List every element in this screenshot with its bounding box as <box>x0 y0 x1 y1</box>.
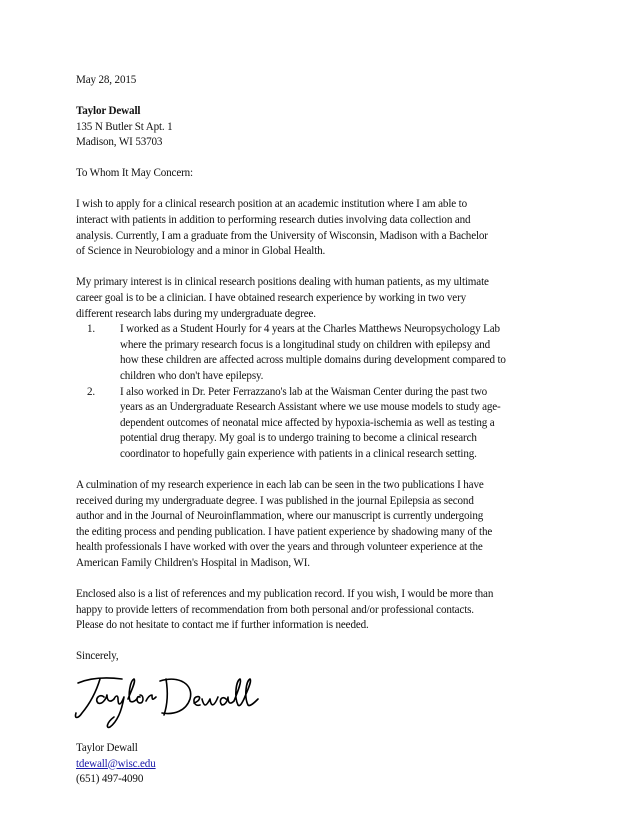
intro-line: I wish to apply for a clinical research position at an academic institution where I am able to <box>76 198 467 211</box>
culmination-line: author and in the Journal of Neuroinflammation, where our manuscript is currently undergoing <box>76 510 484 523</box>
sender-address-line1: 135 N Butler St Apt. 1 <box>76 120 173 133</box>
culmination-line: health professionals I have worked with over the years and through volunteer experience at the <box>76 541 483 554</box>
list-item-line: years as an Undergraduate Research Assistant where we use mouse models to study age- <box>120 401 501 414</box>
signature-drawing <box>70 669 270 733</box>
enclosed-line: Please do not hesitate to contact me if further information is needed. <box>76 619 369 632</box>
intro-line: of Science in Neurobiology and a minor in Global Health. <box>76 245 326 258</box>
list-item-line: dependent outcomes of neonatal mice affected by hypoxia-ischemia as well as testing a <box>120 416 495 429</box>
list-item-line: coordinator to hopefully gain experience with patients in a clinical research setting. <box>120 447 477 460</box>
handwritten-signature <box>76 669 576 733</box>
closing: Sincerely, <box>76 650 119 663</box>
culmination-line: the editing process and pending publication. I have patient experience by shadowing many of the <box>76 525 493 538</box>
intro-paragraph <box>76 197 576 259</box>
list-item <box>87 385 576 463</box>
list-item-line: where the primary research focus is a longitudinal study on children with epilepsy and <box>120 338 491 351</box>
list-item-line: I also worked in Dr. Peter Ferrazzano's lab at the Waisman Center during the past two <box>120 385 488 398</box>
enclosed-paragraph <box>76 587 576 634</box>
list-item-line: how these children are affected across multiple domains during development compared to <box>120 354 506 367</box>
intro-line: analysis. Currently, I am a graduate from the University of Wisconsin, Madison with a Bachelor <box>76 229 488 242</box>
sender-address-block <box>76 104 576 151</box>
signoff-name: Taylor Dewall <box>76 741 138 754</box>
interest-line: different research labs during my undergraduate degree. <box>76 307 316 320</box>
culmination-line: A culmination of my research experience in each lab can be seen in the two publications I have <box>76 478 484 491</box>
experience-list <box>76 322 576 462</box>
enclosed-line: happy to provide letters of recommendation from both personal and/or professional contacts. <box>76 603 474 616</box>
salutation: To Whom It May Concern: <box>76 167 193 180</box>
list-item-line: I worked as a Student Hourly for 4 years at the Charles Matthews Neuropsychology Lab <box>120 323 500 336</box>
enclosed-line: Enclosed also is a list of references and my publication record. If you wish, I would be more than <box>76 588 494 601</box>
interest-paragraph <box>76 275 576 322</box>
list-item-number: 2. <box>87 385 96 398</box>
list-item <box>87 322 576 384</box>
phone-number: (651) 497-4090 <box>76 773 144 786</box>
interest-line: My primary interest is in clinical research positions dealing with human patients, as my ultimate <box>76 276 489 289</box>
intro-line: interact with patients in addition to performing research duties involving data collection and <box>76 214 471 227</box>
interest-line: career goal is to be a clinician. I have obtained research experience by working in two very <box>76 291 467 304</box>
list-item-line: children who don't have epilepsy. <box>120 369 264 382</box>
list-item-line: potential drug therapy. My goal is to undergo training to become a clinical research <box>120 432 477 445</box>
culmination-line: received during my undergraduate degree. I was published in the journal Epilepsia as second <box>76 494 474 507</box>
list-item-number: 1. <box>87 323 96 336</box>
sender-address-line2: Madison, WI 53703 <box>76 136 163 149</box>
letter-date: May 28, 2015 <box>76 74 137 86</box>
culmination-paragraph <box>76 478 576 572</box>
culmination-line: American Family Children's Hospital in Madison, WI. <box>76 556 310 569</box>
email-link[interactable]: tdewall@wisc.edu <box>76 757 156 770</box>
signoff-block <box>76 741 576 788</box>
sender-name: Taylor Dewall <box>76 105 141 118</box>
letter-body <box>76 73 576 788</box>
